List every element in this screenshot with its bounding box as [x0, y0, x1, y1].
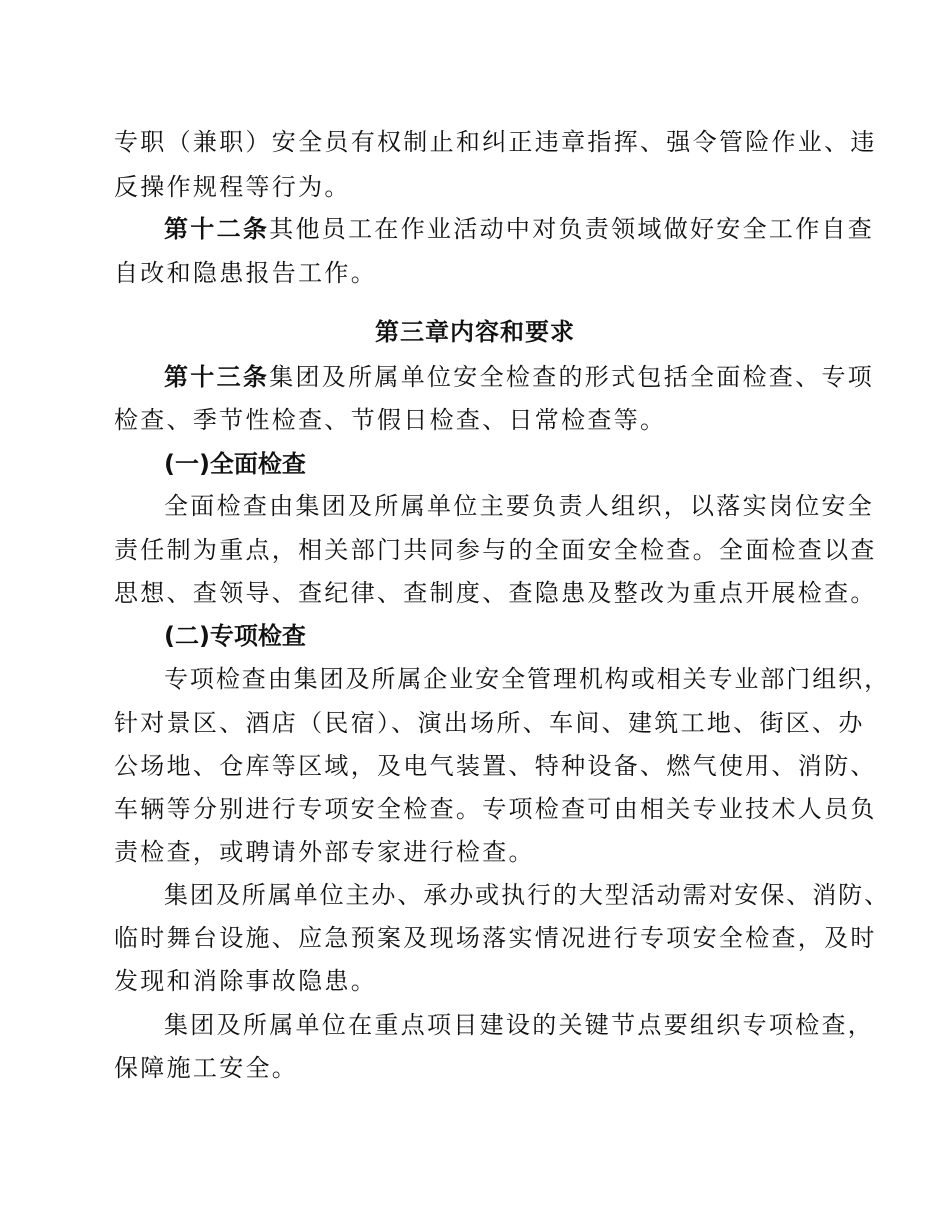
section-title: (二)专项检查: [164, 622, 306, 650]
paragraph-line: 责任制为重点，相关部门共同参与的全面安全检查。全面检查以查: [114, 536, 877, 564]
article-12: [164, 214, 874, 244]
paragraph-line: 反操作规程等行为。: [114, 173, 351, 201]
paragraph-line: 全面检查由集团及所属单位主要负责人组织，以落实岗位安全: [164, 492, 875, 520]
article-label: 第十二条: [164, 215, 270, 243]
paragraph-text: 集团及所属单位安全检查的形式包括全面检查、专项: [269, 363, 875, 391]
paragraph-line: 集团及所属单位主办、承办或执行的大型活动需对安保、消防、: [164, 881, 890, 909]
paragraph-line: 专项检查由集团及所属企业安全管理机构或相关专业部门组织，: [164, 665, 890, 693]
paragraph-line: 责检查，或聘请外部专家进行检查。: [114, 838, 535, 866]
article-label: 第十三条: [164, 363, 270, 391]
paragraph-line: 思想、查领导、查纪律、查制度、查隐患及整改为重点开展检查。: [114, 579, 877, 607]
article-13: [164, 362, 874, 392]
paragraph-line: 专职（兼职）安全员有权制止和纠正违章指挥、强令管险作业、违: [114, 128, 877, 156]
paragraph-line: 车辆等分别进行专项安全检查。专项检查可由相关专业技术人员负: [114, 795, 877, 823]
paragraph-line: 集团及所属单位在重点项目建设的关键节点要组织专项检查，: [164, 1011, 875, 1039]
paragraph-line: 临时舞台设施、应急预案及现场落实情况进行专项安全检查，及时: [114, 924, 877, 952]
paragraph-line: 公场地、仓库等区域，及电气装置、特种设备、燃气使用、消防、: [114, 752, 877, 780]
paragraph-line: 自改和隐患报告工作。: [114, 259, 377, 287]
paragraph-text: 其他员工在作业活动中对负责领域做好安全工作自查: [269, 215, 875, 243]
chapter-title: 第三章内容和要求: [375, 318, 575, 346]
paragraph-line: 针对景区、酒店（民宿）、演出场所、车间、建筑工地、街区、办: [114, 709, 865, 737]
paragraph-line: 保障施工安全。: [114, 1054, 299, 1082]
paragraph-line: 检查、季节性检查、节假日检查、日常检查等。: [114, 406, 667, 434]
paragraph-line: 发现和消除事故隐患。: [114, 967, 377, 995]
section-title: (一)全面检查: [164, 450, 306, 478]
